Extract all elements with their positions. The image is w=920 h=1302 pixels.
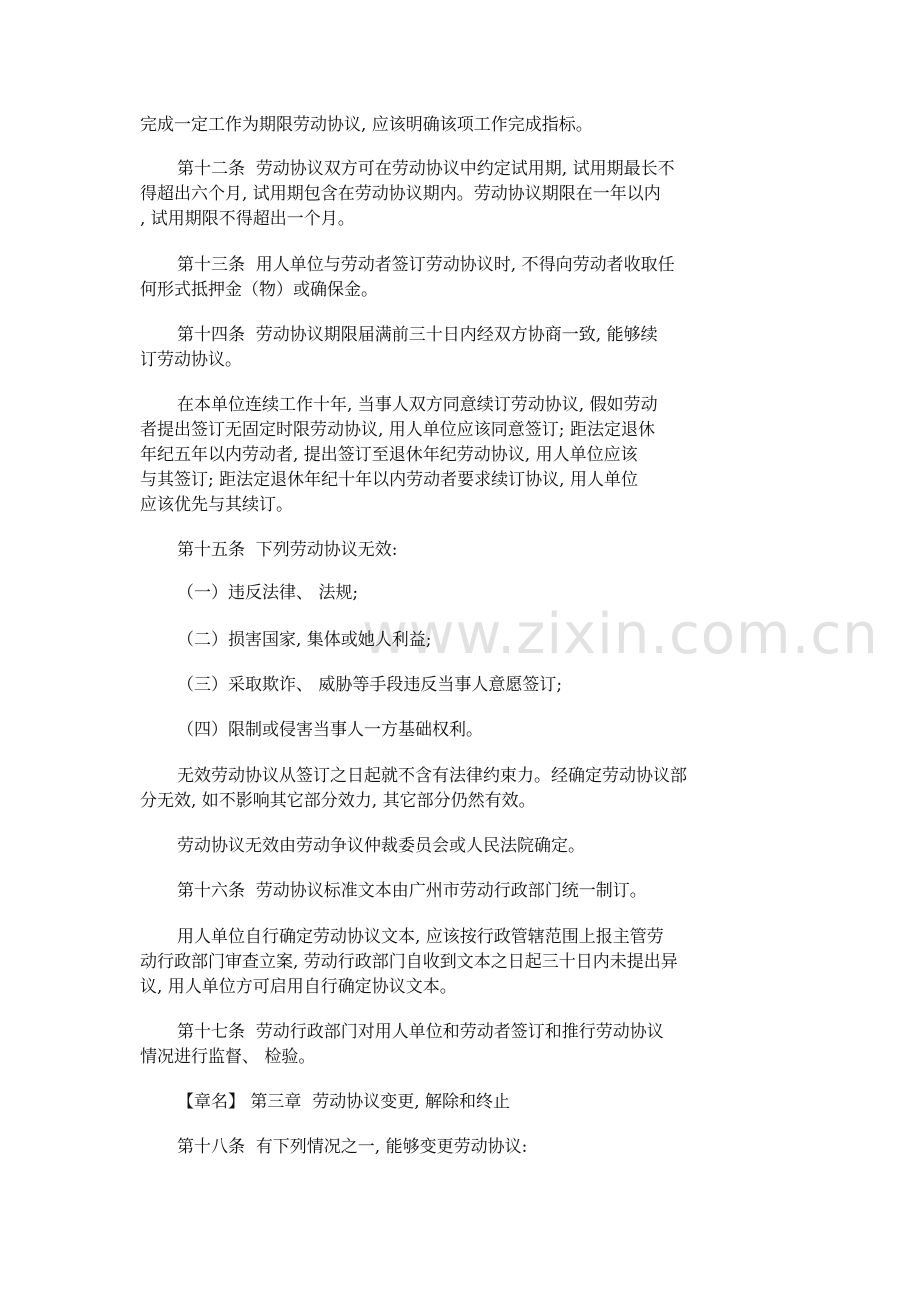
article-15-heading: 第十五条 下列劳动协议无效: — [177, 540, 398, 560]
article-12-line-3: , 试用期限不得超出一个月。 — [140, 209, 355, 229]
chapter-heading: 【章名】 第三章 劳动协议变更, 解除和终止 — [177, 1092, 511, 1112]
article-16-line: 第十六条 劳动协议标准文本由广州市劳动行政部门统一制订。 — [177, 881, 647, 901]
article-13-line-2: 何形式抵押金（物）或确保金。 — [140, 280, 378, 300]
list-item-1: （一）违反法律、 法规; — [177, 583, 359, 603]
invalid-determination-line: 劳动协议无效由劳动争议仲裁委员会或人民法院确定。 — [177, 836, 585, 856]
text-filing-line-2: 动行政部门审查立案, 劳动行政部门自收到文本之日起三十日内未提出异 — [140, 952, 678, 972]
article-14-line-1: 第十四条 劳动协议期限届满前三十日内经双方协商一致, 能够续 — [177, 325, 658, 345]
renewal-para-line-1: 在本单位连续工作十年, 当事人双方同意续订劳动协议, 假如劳动 — [177, 395, 658, 415]
article-17-line-1: 第十七条 劳动行政部门对用人单位和劳动者签订和推行劳动协议 — [177, 1022, 664, 1042]
article-12-line-1: 第十二条 劳动协议双方可在劳动协议中约定试用期, 试用期最长不 — [177, 159, 675, 179]
article-17-line-2: 情况进行监督、 检验。 — [140, 1047, 316, 1067]
list-item-4: （四）限制或侵害当事人一方基础权利。 — [177, 720, 483, 740]
invalid-para-line-2: 分无效, 如不影响其它部分效力, 其它部分仍然有效。 — [140, 791, 536, 811]
article-12-line-2: 得超出六个月, 试用期包含在劳动协议期内。劳动协议期限在一年以内 — [140, 184, 661, 204]
article-13-line-1: 第十三条 用人单位与劳动者签订劳动协议时, 不得向劳动者收取任 — [177, 255, 675, 275]
text-filing-line-1: 用人单位自行确定劳动协议文本, 应该按行政管辖范围上报主管劳 — [177, 927, 664, 947]
list-item-3: （三）采取欺诈、 威胁等手段违反当事人意愿签订; — [177, 675, 563, 695]
article-18-line: 第十八条 有下列情况之一, 能够变更劳动协议: — [177, 1137, 528, 1157]
list-item-2: （二）损害国家, 集体或她人利益; — [177, 630, 432, 650]
watermark: www.zixin.com.cn — [362, 602, 879, 667]
article-14-line-2: 订劳动协议。 — [140, 350, 242, 370]
invalid-para-line-1: 无效劳动协议从签订之日起就不含有法律约束力。经确定劳动协议部 — [177, 766, 687, 786]
renewal-para-line-5: 应该优先与其续订。 — [140, 495, 293, 515]
text-filing-line-3: 议, 用人单位方可启用自行确定协议文本。 — [140, 977, 457, 997]
line-01: 完成一定工作为期限劳动协议, 应该明确该项工作完成指标。 — [140, 115, 593, 135]
renewal-para-line-2: 者提出签订无固定时限劳动协议, 用人单位应该同意签订; 距法定退休 — [140, 420, 655, 440]
renewal-para-line-3: 年纪五年以内劳动者, 提出签订至退休年纪劳动协议, 用人单位应该 — [140, 445, 638, 465]
renewal-para-line-4: 与其签订; 距法定退休年纪十年以内劳动者要求续订协议, 用人单位 — [140, 470, 638, 490]
